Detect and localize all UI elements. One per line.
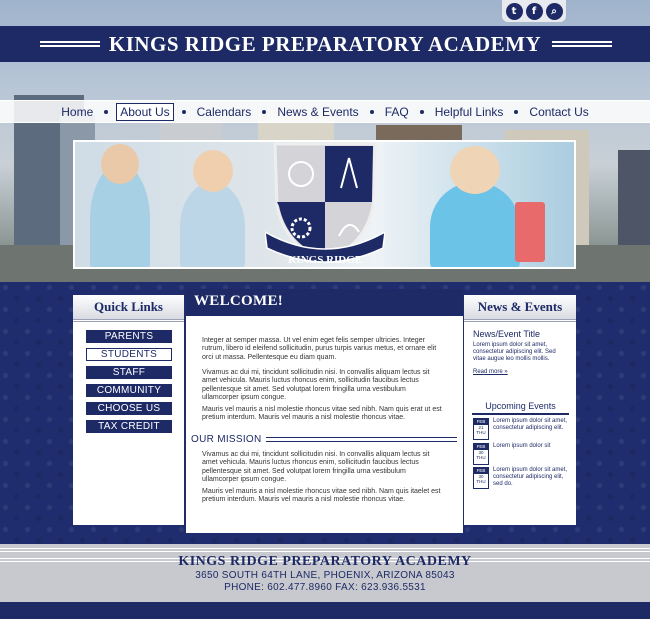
welcome-paragraph: Vivamus ac dui mi, tincidunt sollicitudin nisi. In convallis aliquam lectus sit amet vehicula. Mauris luctus rhoncus enim, sollicitudin faucibus lectus pellentesque sit amet. Sed volutpat lorem fringilla urna vestibulum ullamcorper ipsum congue. [202, 369, 430, 401]
read-more-link[interactable]: Read more » [473, 369, 508, 375]
nav-separator [104, 110, 108, 114]
quick-link-staff[interactable]: STAFF [86, 366, 172, 379]
nav-separator [420, 110, 424, 114]
upcoming-events-heading: Upcoming Events [472, 401, 569, 415]
mission-heading [191, 433, 457, 445]
quick-link-students[interactable]: STUDENTS [86, 348, 172, 361]
nav-about-us[interactable]: About Us [116, 103, 173, 121]
hero-photo-face [101, 144, 139, 184]
hero-photo-student [180, 182, 245, 269]
event-month: FEB [474, 444, 488, 450]
news-events-header: News & Events [464, 295, 576, 322]
nav-separator [182, 110, 186, 114]
main-nav [0, 100, 650, 123]
nav-separator [262, 110, 266, 114]
banner-rule-right [552, 41, 612, 47]
hero-photo-beaker [515, 202, 545, 262]
event-weekday: THU [476, 455, 486, 460]
event-day: 21 [478, 424, 484, 430]
mission-rule [266, 437, 457, 442]
nav-faq[interactable]: FAQ [384, 104, 409, 119]
nav-helpful-links[interactable]: Helpful Links [434, 104, 504, 119]
mission-paragraph: Mauris vel mauris a nisl molestie rhoncus vitae sed nibh. Nam quis itaelet est pretium interdum. Mauris vel mauris a nisl molestie rhoncus vitae. [202, 488, 441, 504]
mission-title: OUR MISSION [191, 433, 262, 445]
news-item-body: Lorem ipsum dolor sit amet, consectetur adipiscing elit. Sed vitae augue leo mollis mollis. [473, 342, 556, 362]
event-weekday: THU [476, 479, 486, 484]
quick-links-header: Quick Links [73, 295, 184, 322]
site-title[interactable]: KINGS RIDGE PREPARATORY ACADEMY [108, 31, 542, 56]
event-text: Lorem ipsum dolor sit amet, consectetur adipiscing elit, sed do. [493, 467, 568, 487]
event-weekday: THU [476, 430, 486, 435]
hero-photo-face [193, 150, 233, 192]
event-day: 30 [478, 473, 484, 479]
event-month: FEB [474, 419, 488, 425]
nav-home[interactable]: Home [61, 104, 94, 119]
hero-banner [73, 140, 576, 269]
calendar-icon [473, 467, 489, 489]
footer-rule [0, 548, 650, 552]
hero-photo-face [450, 146, 500, 194]
event-item[interactable] [473, 467, 570, 489]
quick-link-tax-credit[interactable]: TAX CREDIT [86, 420, 172, 433]
quick-link-community[interactable]: COMMUNITY [86, 384, 172, 397]
event-item[interactable] [473, 418, 570, 440]
footer-school-name: KINGS RIDGE PREPARATORY ACADEMY [178, 554, 472, 569]
welcome-paragraph: Integer at semper massa. Ut vel enim eget felis semper ultricies. Integer rutrum, libero id eleifend sollicitudin, purus turpis varius metus, et ornare elit orci ut massa. Pellentesque eu diam quam. [202, 337, 437, 361]
event-day: 30 [478, 449, 484, 455]
calendar-icon [473, 418, 489, 440]
search-icon[interactable]: ⌕ [546, 3, 563, 20]
nav-calendars[interactable]: Calendars [196, 104, 252, 119]
school-crest [265, 140, 385, 266]
header-banner [0, 26, 650, 62]
nav-separator [514, 110, 518, 114]
social-bar [502, 0, 566, 22]
calendar-icon [473, 443, 489, 465]
welcome-heading: WELCOME! [186, 289, 463, 316]
nav-separator [370, 110, 374, 114]
banner-rule-left [40, 41, 100, 47]
event-item[interactable] [473, 443, 570, 465]
footer [0, 544, 650, 602]
quick-link-parents[interactable]: PARENTS [86, 330, 172, 343]
mission-paragraph: Vivamus ac dui mi, tincidunt sollicitudin nisi. In convallis aliquam lectus sit amet vehicula. Mauris luctus rhoncus enim, sollicitudin faucibus lectus pellentesque sit amet. Sed volutpat lorem fringilla urna vestibulum ullamcorper ipsum congue. [202, 451, 430, 483]
nav-contact-us[interactable]: Contact Us [529, 104, 589, 119]
twitter-icon[interactable]: t [506, 3, 523, 20]
event-text: Lorem ipsum dolor sit [493, 443, 551, 449]
event-text: Lorem ipsum dolor sit amet, consectetur adipiscing elit. [493, 418, 568, 431]
nav-news-events[interactable]: News & Events [277, 104, 359, 119]
facebook-icon[interactable]: f [526, 3, 543, 20]
bottom-strip [0, 602, 650, 619]
footer-address: 3650 SOUTH 64TH LANE, PHOENIX, ARIZONA 85043 [195, 570, 455, 581]
event-month: FEB [474, 468, 488, 474]
footer-contact: PHONE: 602.477.8960 FAX: 623.936.5531 [224, 582, 426, 593]
news-item-title[interactable]: News/Event Title [473, 329, 541, 339]
crest-ribbon-text: KINGS RIDGE [287, 254, 363, 266]
quick-link-choose-us[interactable]: CHOOSE US [86, 402, 172, 415]
hero-photo-student [430, 182, 520, 269]
welcome-paragraph: Mauris vel mauris a nisl molestie rhoncus vitae sed nibh. Nam quis erat ut est pretium interdum. Mauris vel mauris a nisl molestie rhoncus vitae. [202, 406, 442, 422]
